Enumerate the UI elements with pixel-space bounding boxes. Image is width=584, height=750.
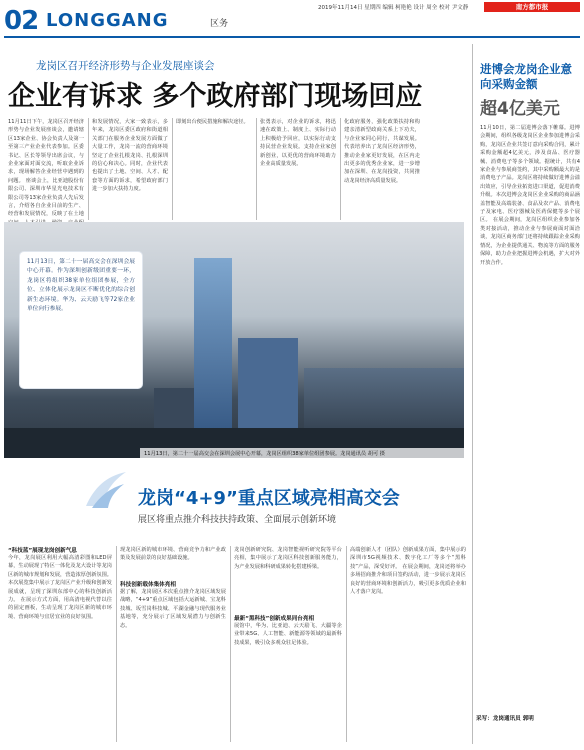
brand-badge: 南方都市报 — [484, 2, 580, 12]
section-subtitle: 区务 — [210, 19, 229, 29]
column-divider — [116, 546, 117, 742]
story2-text-1b: 在展示方式方面，用高清电视代替以往的固定画板，生动呈现了龙岗区新的城市环境、营商环境与宜居宜业的良好氛围。 — [8, 597, 112, 620]
dateline: 2019年11月14日 星期四 编辑 柯艳艳 设计 周全 校对 尹文静 — [318, 5, 469, 11]
reporter-credit: 采写：龙岗通讯员 郭明 — [476, 716, 534, 722]
lead-column-2 — [92, 118, 168, 222]
lead-column-4 — [260, 118, 336, 222]
side-figure: 超4亿美元 — [480, 99, 560, 119]
story2-headline: 龙岗“4+9”重点区域亮相高交会 — [138, 488, 400, 509]
story2-text-4: 高端创新人才（团队）创新成果方面，集中展示的深圳市5G视频技术、数字化工厂等多个“黑科技”产品，深受好评。 — [350, 547, 466, 570]
column-divider — [256, 118, 257, 220]
side-headline: 进博会龙岗企业意向采购金额 — [480, 62, 572, 91]
story2-text-3b: 展馆中，华为、比亚迪、云天励飞、大疆等企业带来5G、人工智能、新能源等领域的最新科技成果，吸引众多观众驻足体验。 — [234, 623, 342, 646]
lead-text-6: 化政府服务，强化政策扶持和构建亲清新型政商关系上下功夫，与企业家同心同行，共谋发展。 — [344, 119, 420, 142]
column-divider — [172, 118, 173, 220]
story2-subtitle-1: “科技蓝”展现龙岗创新气息 — [8, 548, 77, 554]
column-divider — [346, 546, 347, 742]
story2-text-4b: 在展会期间，龙岗还将举办多场招商推介和项目签约活动，进一步展示龙岗区良好的营商环境和创新活力，吸引更多优质企业和人才落户龙岗。 — [350, 563, 466, 596]
side-text-1: 11月10日，第二届进博会落下帷幕。进博会期间，组织各级龙岗区企业参加进博会采购，龙岗区企业共签订意向采购合同，累计采购金额超4亿美元，涉及食品、医疗器械、消费电子等多个领域。据统计，共有4家企业与参展商签约，其中采购额最大的是消费电子产品。龙岗区将持续做好进博会溢出效应，引导企业拓宽进口渠道，促进消费升级。本次进博会龙岗区企业采购的商品涵盖智能及高端装备、食品及农产品、消费电子及家电、医疗器械及医药保健等多个展区。 — [480, 125, 580, 224]
page-number: 02 — [4, 6, 39, 36]
lead-text-3: 和发展情况，大家一致表示，多年来，龙岗区委区政府和街道相关部门在服务企业发展方面做了大量工作，龙岗一流的营商环境坚定了企业扎根龙岗、扎根深圳的信心和决心。同时，企业代表也提出了土地、空间、人才、配套等方面的诉求，希望政府部门进一步加大扶持力度。 — [92, 119, 168, 193]
story2-subtitle-2: 科技创新载体集体亮相 — [120, 582, 176, 588]
lead-column-3 — [176, 118, 252, 222]
lead-column-5 — [344, 118, 420, 222]
lead-kicker: 龙岗区召开经济形势与企业发展座谈会 — [36, 60, 215, 72]
lead-column-1 — [8, 118, 84, 222]
story2-column-4 — [350, 546, 466, 742]
story2-subtitle-3: 最新“黑科技”创新成果同台亮相 — [234, 616, 315, 622]
story2-column-2 — [120, 546, 226, 738]
column-divider — [472, 44, 473, 744]
lead-text-7: 代表培养出了龙岗区经济形势，推动企业家更好发展，在区内走出更多的优秀企业家，进一步增加在深圳、在龙岗投资，共同推动龙岗经济高质量发展。 — [344, 144, 420, 184]
story2-subhead: 展区将重点推介科技扶持政策、全面展示创新环境 — [138, 515, 337, 525]
lead-text-4: 即刻出台便民措施和解决途径。 — [176, 119, 249, 125]
photo-caption: 11月13日，第二十一届高交会在深圳会展中心开幕，龙岗区组织38家单位组团参展。龙岗通讯员 胡可 摄 — [140, 448, 464, 460]
section-title: LONGGANG — [46, 10, 169, 31]
lead-text-1: 11月11日下午，龙岗区召开经济形势与企业发展座谈会，邀请辖区13家企业、协会负责人及第一至第三产业企业代表参加。区委书记、区长等领导出席会议，与企业家面对面交流，听取企业诉求，现场解答企业经营中遇到的问题。 — [8, 119, 84, 184]
column-divider — [340, 118, 341, 220]
story2-column-3 — [234, 546, 342, 738]
photo-callout-text: 11月13日，第二十一届高交会在深圳会展中心开幕。作为深圳创新级团重要一环，龙岗区将组织38家单位组团参展，全方位、立体化展示龙岗区不断优化的综合创新生态环境。华为、云天励飞等72家企业单位向行参展。 — [27, 259, 135, 313]
story2-text-2: 现龙岗区新的城市环境、营商竞争力和产业政策及发展前景的良好基础设施。 — [120, 547, 226, 562]
story2-column-1 — [8, 546, 112, 744]
lead-headline: 企业有诉求 多个政府部门现场回应 — [8, 81, 423, 112]
story2-text-1 — [8, 554, 112, 744]
lead-text-2: 座谈会上，比亚迪股份有限公司、深圳市华星光电技术有限公司等13家企业负责人先后发言，介绍各自企业目前的生产、经营和发展情况，反映了在土地 — [8, 177, 84, 218]
district-logo — [80, 466, 132, 512]
column-divider — [230, 546, 231, 742]
side-text-2: 在展会期间，龙岗区组织企业参加各类对接活动，推动企业与参展商面对面洽谈，龙岗区商务部门还将持续跟踪企业采购情况，为企业提供通关、物流等方面的服务保障，助力企业把握进博会机遇，扩大对外开放合作。 — [480, 217, 580, 266]
column-divider — [88, 118, 89, 220]
photo-callout — [20, 252, 142, 388]
header-rule — [4, 36, 580, 38]
story2-text-2b: 据了解，龙岗展区本次重点推介龙岗区域发展战略，“4+9”重点区域包括大运新城、宝龙科技城、坂雪岗科技城、平湖金融与现代服务业基地等，充分展示了区域发展潜力与创新生态。 — [120, 589, 226, 629]
story2-text-3: 龙岗创新研究院、龙岗智能视听研究院等平台亮相，集中展示了龙岗区科技创新服务能力，为产业发展和科研成果转化搭建桥梁。 — [234, 547, 342, 570]
story2-text-1a: 今年，龙岗展区利用大幅高清彩图和LED屏幕，生动展现了特区一体化及龙大设计等龙岗区新的城市规划和发展，营造浓厚创新氛围。本次展览集中展示了龙岗区产业升级和创新发展成就，呈现了深圳东部中心的科技创新活力。 — [8, 555, 112, 604]
side-body — [480, 124, 580, 564]
lead-text-5: 张勇表示，对企业的诉求，将迅速在政策上、制度上、实际行动上积极给予回应，以实际行动支持民营企业发展。支持企业家创新创业，以更优的营商环境助力企业高质量发展。 — [260, 119, 336, 168]
